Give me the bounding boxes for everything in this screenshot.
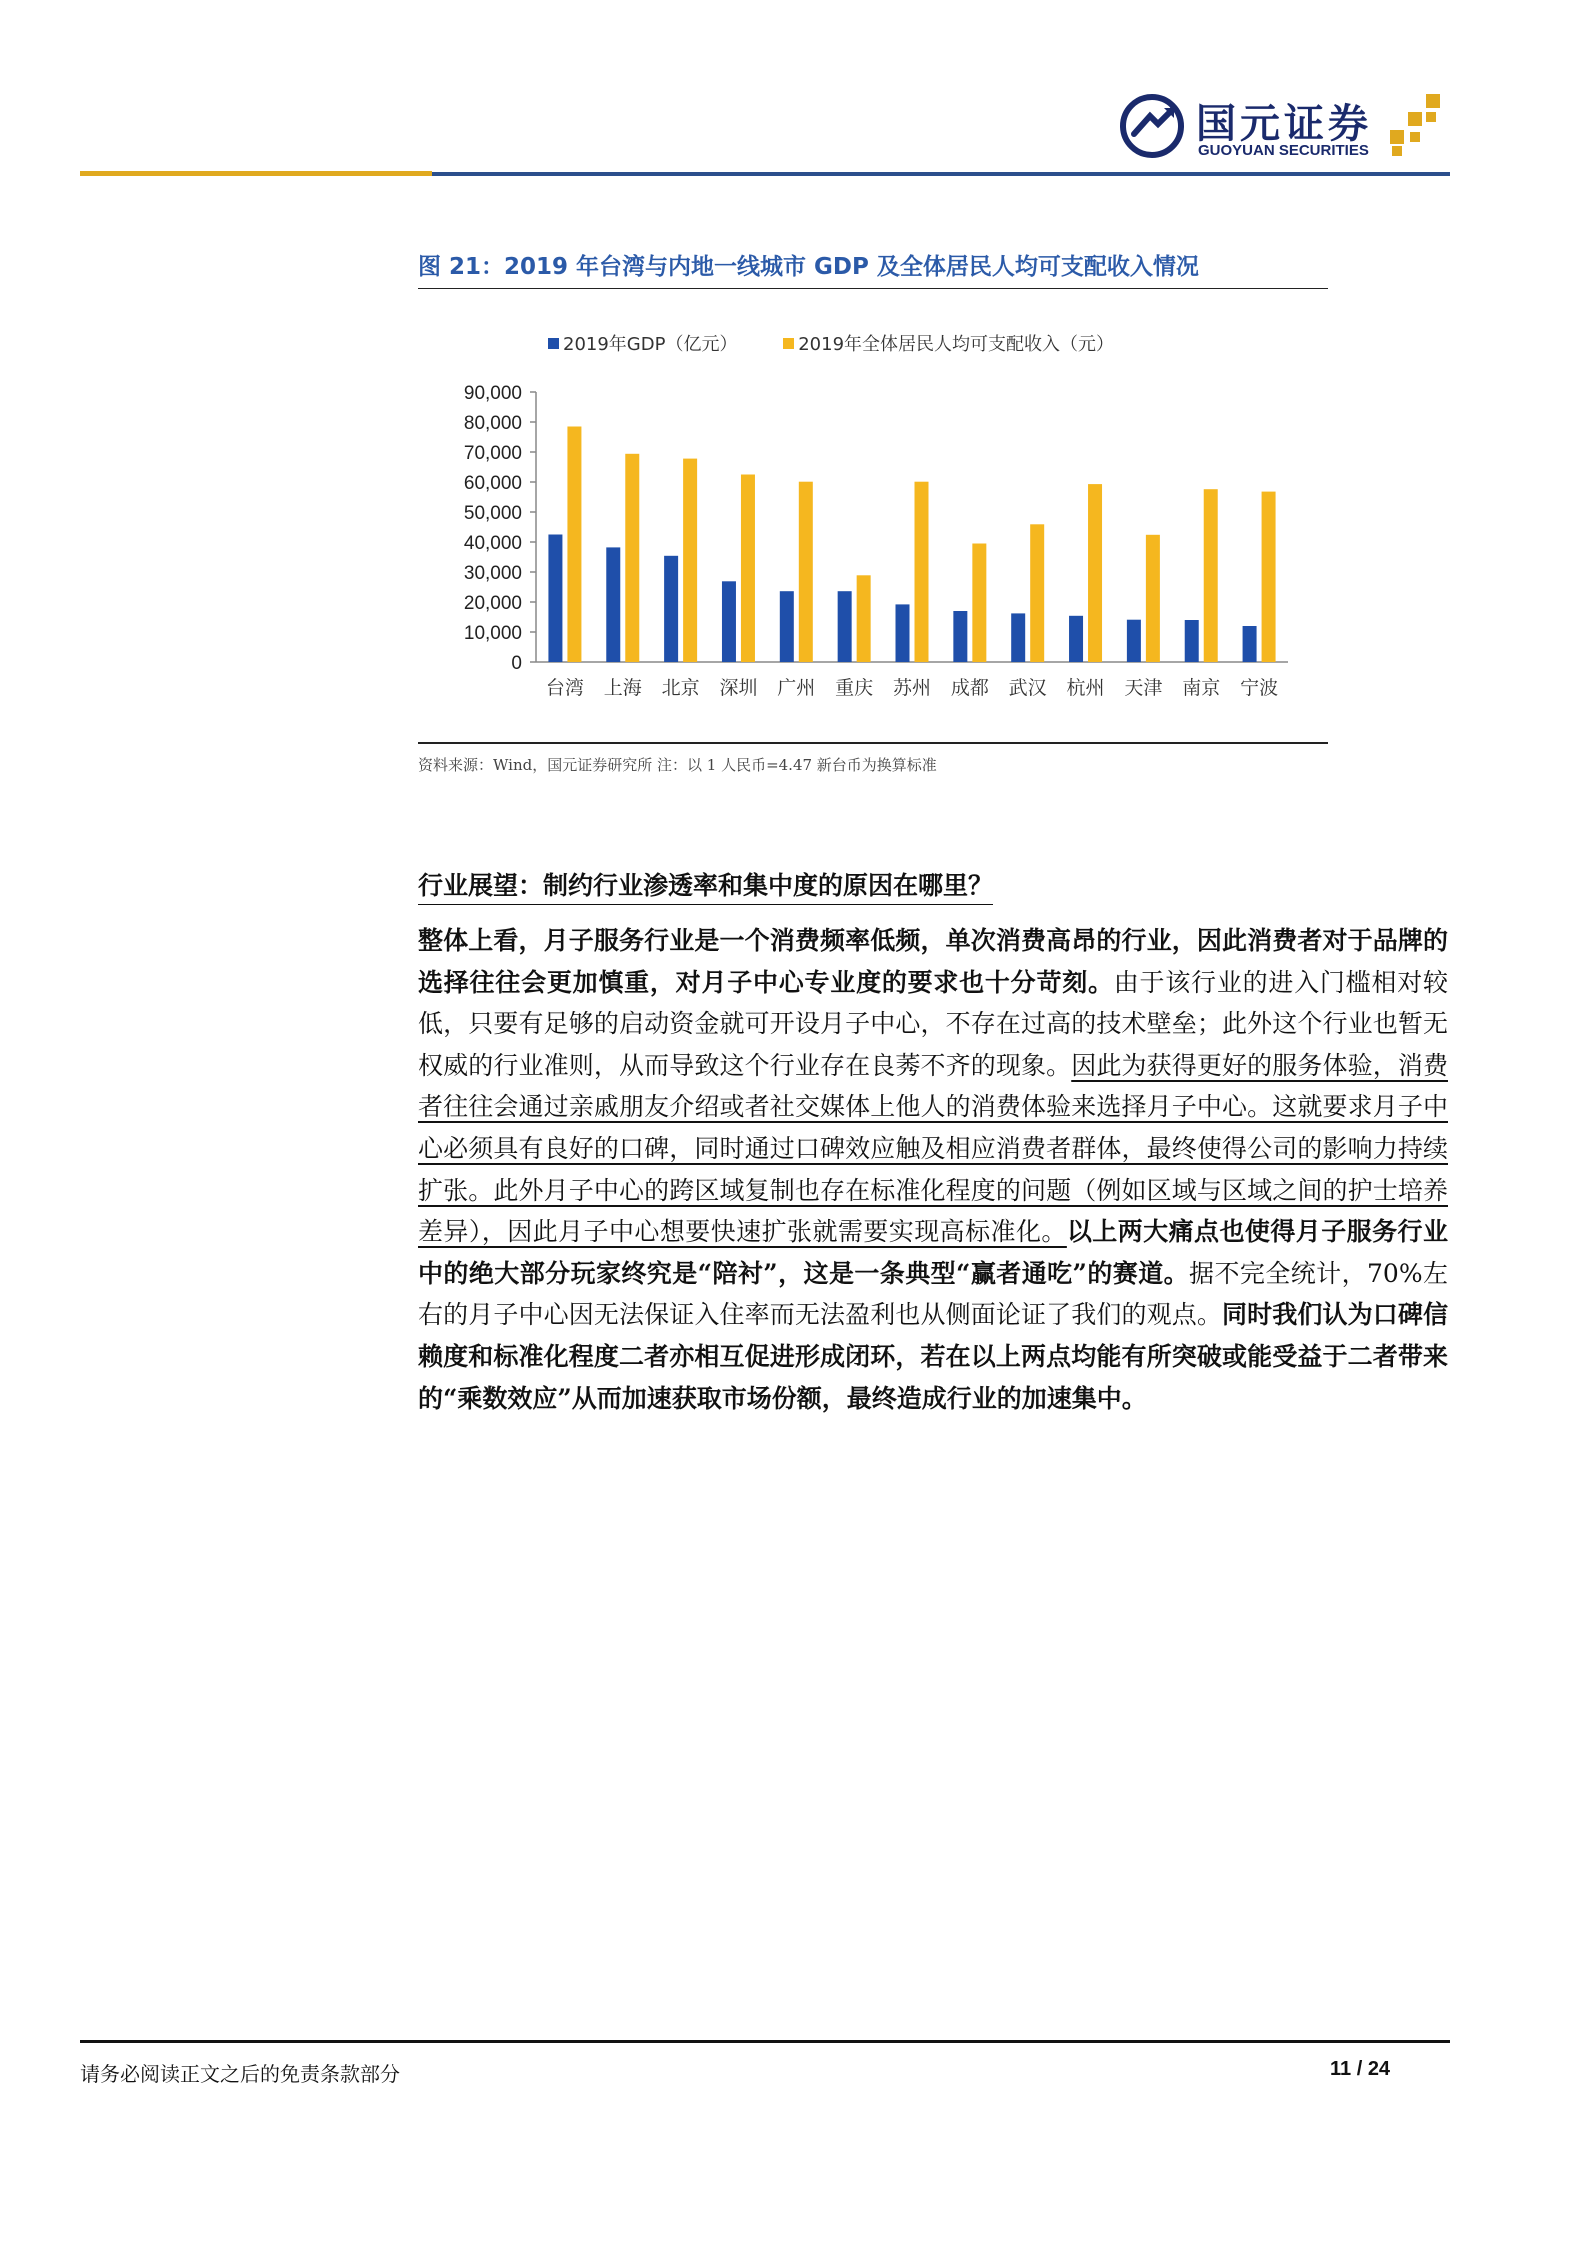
header-rule-blue [432, 172, 1450, 176]
footer-rule [80, 2040, 1450, 2043]
body-normal-1: 由于该行业的进入门槛相对较低，只要有足够的启动资金就可开设月子中心，不存在过高的技术壁垒；此外这个行业也暂无权威的行业准则，从而导致这个行业存在良莠不齐的现象。 [418, 967, 1448, 1080]
bar-gdp [1185, 620, 1199, 662]
y-tick-label: 30,000 [463, 563, 522, 584]
x-tick-label: 广州 [777, 677, 816, 699]
bar-income [1088, 484, 1102, 662]
x-tick-label: 成都 [950, 677, 989, 699]
figure-bottom-rule [418, 742, 1328, 744]
page-number: 11 / 24 [1330, 2058, 1391, 2080]
bar-income [1146, 535, 1160, 662]
y-tick-label: 50,000 [463, 503, 522, 524]
y-tick-label: 10,000 [463, 623, 522, 644]
y-tick-label: 40,000 [463, 533, 522, 554]
bar-gdp [1127, 620, 1141, 662]
bar-gdp [1011, 613, 1025, 662]
x-tick-label: 北京 [661, 677, 700, 699]
company-logo [1120, 88, 1450, 168]
x-tick-label: 南京 [1182, 677, 1221, 699]
body-normal-2: 据不完全统计，70%左右的月子中心因无法保证入住率而无法盈利也从侧面论证了我们的观点。 [418, 1258, 1448, 1330]
logo-squares-icon [1382, 92, 1448, 158]
legend-label-income: 2019年全体居民人均可支配收入（元） [798, 334, 1115, 355]
x-tick-label: 苏州 [892, 677, 932, 699]
legend-label-gdp: 2019年GDP（亿元） [563, 334, 738, 355]
bar-gdp [953, 611, 967, 662]
bar-income [567, 427, 581, 663]
y-tick-label: 80,000 [463, 413, 522, 434]
chart-plot [418, 300, 1328, 740]
bar-gdp [1069, 616, 1083, 662]
bar-gdp [896, 604, 910, 662]
body-bold-1: 整体上看，月子服务行业是一个消费频率低频，单次消费高昂的行业，因此消费者对于品牌的选择往往会更加慎重，对月子中心专业度的要求也十分苛刻。 [418, 926, 1448, 997]
x-tick-label: 杭州 [1066, 677, 1105, 699]
x-tick-label: 深圳 [719, 677, 758, 699]
x-tick-label: 重庆 [835, 677, 874, 699]
logo-name: 国元证券 [1196, 101, 1372, 147]
bar-income [683, 459, 697, 662]
bar-income [1204, 489, 1218, 662]
bar-income [857, 575, 871, 662]
bar-income [1030, 524, 1044, 662]
bar-income [741, 475, 755, 663]
y-tick-label: 0 [511, 653, 522, 674]
body-bold-3: 同时我们认为口碑信赖度和标准化程度二者亦相互促进形成闭环，若在以上两点均能有所突破或能受益于二者带来的“乘数效应”从而加速获取市场份额，最终造成行业的加速集中。 [418, 1300, 1448, 1413]
body-paragraph [418, 920, 1448, 1419]
x-tick-label: 武汉 [1008, 677, 1047, 699]
figure-title: 图 21：2019 年台湾与内地一线城市 GDP 及全体居民人均可支配收入情况 [418, 248, 1328, 289]
chart-gdp-income [418, 300, 1328, 740]
y-tick-label: 90,000 [463, 383, 522, 404]
logo-subtitle: GUOYUAN SECURITIES [1198, 142, 1369, 159]
body-bold-2: 以上两大痛点也使得月子服务行业中的绝大部分玩家终究是“陪衬”，这是一条典型“赢者通吃”的赛道。 [418, 1217, 1448, 1288]
bar-gdp [548, 535, 562, 663]
y-tick-label: 60,000 [463, 473, 522, 494]
y-tick-label: 70,000 [463, 443, 522, 464]
bar-income [1262, 492, 1276, 662]
y-tick-label: 20,000 [463, 593, 522, 614]
x-tick-label: 天津 [1124, 677, 1163, 699]
bar-gdp [1243, 626, 1257, 662]
footer-disclaimer: 请务必阅读正文之后的免责条款部分 [80, 2062, 400, 2086]
bar-gdp [722, 581, 736, 662]
logo-emblem-icon [1120, 94, 1184, 158]
bar-income [799, 482, 813, 662]
bar-gdp [838, 591, 852, 662]
bar-income [915, 482, 929, 662]
bar-gdp [780, 591, 794, 662]
bar-gdp [664, 556, 678, 662]
x-tick-label: 宁波 [1240, 677, 1279, 699]
body-underlined: 因此为获得更好的服务体验，消费者往往会通过亲戚朋友介绍或者社交媒体上他人的消费体验来选择月子中心。这就要求月子中心必须具有良好的口碑，同时通过口碑效应触及相应消费者群体，最终使得公司的影响力持续扩张。此外月子中心的跨区域复制也存在标准化程度的问题（例如区域与区域之间的护士培养差异），因此月子中心想要快速扩张就需要实现高标准化。 [418, 1050, 1448, 1247]
bar-income [625, 454, 639, 662]
bar-gdp [606, 547, 620, 662]
x-tick-label: 台湾 [545, 677, 584, 699]
bar-income [972, 544, 986, 663]
x-tick-label: 上海 [603, 677, 642, 699]
section-title: 行业展望：制约行业渗透率和集中度的原因在哪里？ [418, 866, 993, 905]
header-rule-gold [80, 171, 432, 176]
figure-source: 资料来源：Wind，国元证券研究所 注：以 1 人民币=4.47 新台币为换算标准 [418, 756, 937, 774]
